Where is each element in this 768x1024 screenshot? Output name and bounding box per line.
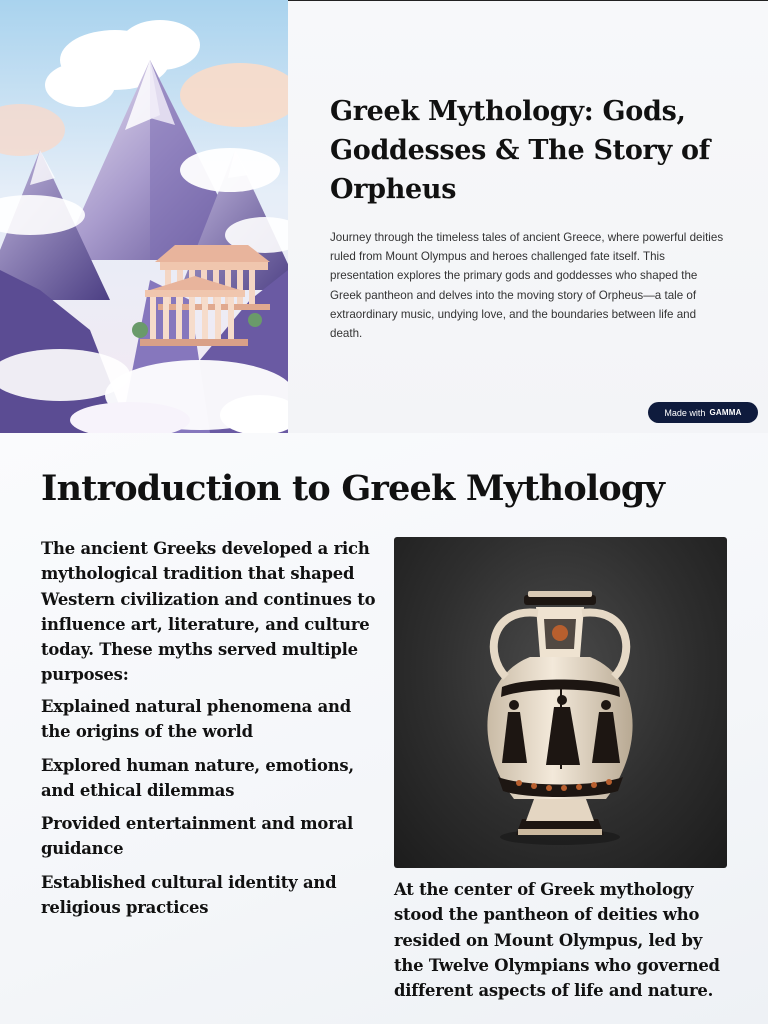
made-with-gamma-badge[interactable] [648,402,758,423]
intro-slide [0,433,768,1024]
pantheon-caption: At the center of Greek mythology stood the pantheon of deities who resided on Mount Olympus, led by the Twelve Olympians who governed different aspects of life and nature. [394,880,720,1001]
list-item: Provided entertainment and moral guidance [41,814,354,859]
slide-title: Greek Mythology: Gods, Goddesses & The Story of Orpheus [330,96,710,205]
badge-prefix: Made with [664,407,706,418]
section-title: Introduction to Greek Mythology [41,468,665,509]
list-item: Established cultural identity and religious practices [41,872,337,918]
title-slide [0,0,768,433]
gamma-logo: GAMMA [709,408,742,417]
purpose-list [41,694,381,928]
slide-description: Journey through the timeless tales of ancient Greece, where powerful deities ruled from Mount Olympus and heroes challenged fate itself. This presentation explores the primary gods and goddesses who shaped the Greek pantheon and delves into the moving story of Orpheus—a tale of extraordinary music, undying love, and the boundaries between life and death. [330,231,724,341]
intro-paragraph: The ancient Greeks developed a rich mythological tradition that shaped Western civilization and continues to influence art, literature, and culture today. These myths served multiple purposes: [41,539,376,685]
greek-amphora-photo [394,537,727,868]
mountain-temple-illustration [0,0,288,433]
list-item: Explored human nature, emotions, and ethical dilemmas [41,755,354,800]
list-item: Explained natural phenomena and the origins of the world [41,697,351,742]
